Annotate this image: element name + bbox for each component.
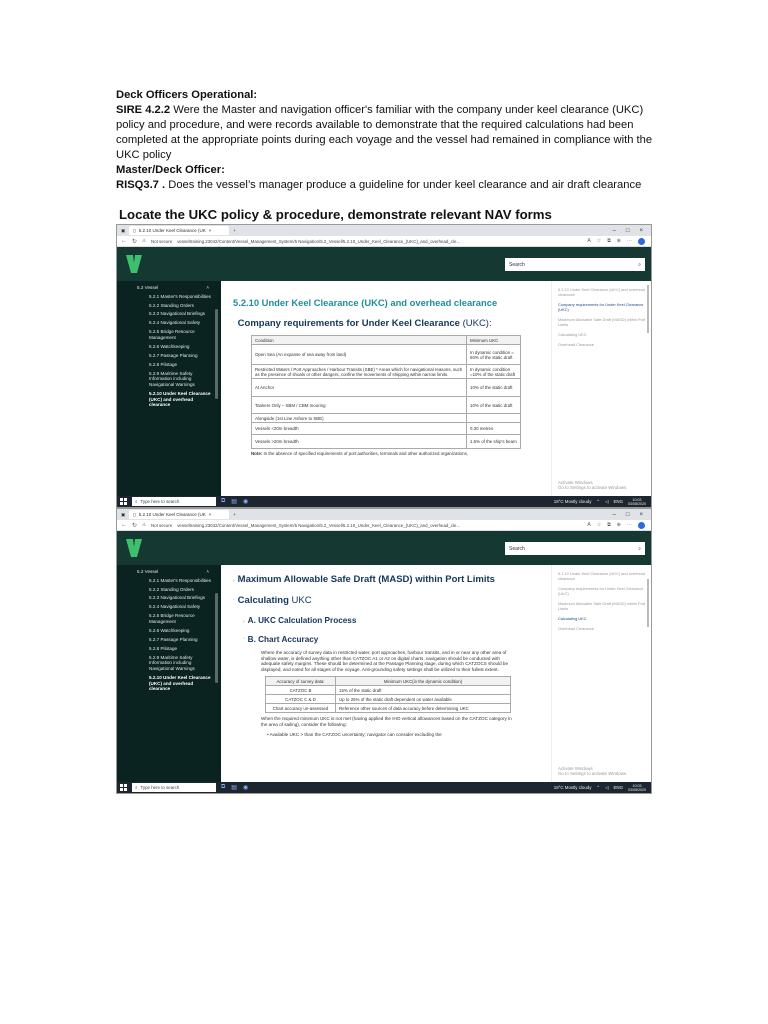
bullet-text: Available UKC > than the CATZOC uncertainty; navigator can consider excluding the bbox=[269, 731, 442, 737]
system-tray bbox=[554, 784, 651, 792]
note-text: In the absence of specified requirements of port authorities, terminals and other authorized organizations, bbox=[262, 451, 468, 456]
sidebar-item-bridge-resource-management[interactable]: 5.2.5 Bridge Resource Management bbox=[149, 613, 195, 624]
task-view-icon[interactable]: ⧉ bbox=[221, 784, 226, 790]
browser-tab[interactable] bbox=[129, 226, 229, 235]
table-cell bbox=[467, 414, 521, 423]
profile-avatar[interactable] bbox=[638, 522, 645, 529]
calc-ukc: UKC bbox=[291, 595, 312, 606]
sidebar-item-bridge-resource-management[interactable]: 5.2.5 Bridge Resource Management bbox=[149, 329, 195, 340]
search-icon[interactable]: ⌕ bbox=[638, 545, 641, 552]
table-cell: 15% of the static draft bbox=[336, 686, 511, 695]
table-cell: In dynamic condition = 50% of the static draft bbox=[467, 345, 521, 365]
sidebar-item-masters-responsibilities[interactable]: 5.2.1 Master's Responsibilities bbox=[149, 293, 211, 299]
screenshot-ukc-table bbox=[116, 224, 652, 508]
table-header-cell: Condition bbox=[252, 336, 467, 345]
extensions-icon[interactable]: ⊕ bbox=[616, 237, 621, 244]
tab-actions-icon[interactable]: ▣ bbox=[121, 227, 126, 233]
section-heading-text: Company requirements for Under Keel Clearance bbox=[237, 318, 460, 329]
tab-title: 5.2.10 Under Keel Clearance (UK bbox=[138, 228, 206, 233]
windows-start-icon[interactable] bbox=[120, 498, 127, 505]
not-secure-label: Not secure bbox=[150, 238, 173, 244]
volume-icon[interactable]: ◁ bbox=[605, 784, 609, 790]
table-row bbox=[252, 414, 521, 423]
table-cell: 10% of the static draft bbox=[467, 379, 521, 397]
address-bar bbox=[117, 520, 651, 531]
task-view-icon[interactable]: ⧉ bbox=[221, 498, 226, 504]
section-heading-calculating-ukc bbox=[233, 595, 539, 606]
tab-close-icon[interactable]: × bbox=[208, 512, 212, 517]
table-cell: Alongside (1st Line Ashore to SBE) bbox=[252, 414, 467, 423]
activate-windows-watermark bbox=[558, 480, 627, 490]
extensions-icon[interactable]: ⊕ bbox=[616, 521, 621, 528]
master-heading: Master/Deck Officer: bbox=[116, 164, 225, 176]
table-cell: Reference other sources of data accuracy before determining UKC bbox=[336, 704, 511, 713]
section-heading-masd bbox=[233, 574, 539, 585]
sidebar-item-watchkeeping[interactable]: 5.2.6 Watchkeeping bbox=[149, 343, 190, 349]
caret-icon: › bbox=[243, 619, 245, 625]
content-area bbox=[117, 565, 651, 782]
taskbar-search[interactable] bbox=[132, 497, 216, 506]
browser-tab[interactable] bbox=[129, 510, 229, 519]
activate-windows-watermark bbox=[558, 766, 627, 776]
language-indicator[interactable]: ENG bbox=[613, 499, 623, 504]
edge-browser-icon[interactable]: ◉ bbox=[242, 785, 249, 791]
table-row bbox=[266, 686, 511, 695]
activate-subtitle: Go to Settings to activate Windows. bbox=[558, 484, 628, 490]
subsection-chart-accuracy[interactable] bbox=[243, 635, 539, 644]
browser-tab-bar bbox=[117, 509, 651, 520]
taskbar-apps bbox=[221, 784, 248, 791]
read-aloud-icon[interactable]: A bbox=[587, 237, 591, 244]
table-cell: Restricted Waters / Port Approaches / Harbour Transits (SBE) * Areas which for navigational reasons, such as the presence of shoals or other dangers, confine the movements of shipping within narrow limits. bbox=[252, 365, 467, 379]
table-header-row bbox=[266, 677, 511, 686]
profile-avatar[interactable] bbox=[638, 238, 645, 245]
clock[interactable] bbox=[628, 784, 646, 792]
table-cell: Vessels >20m breadth bbox=[252, 435, 467, 449]
table-cell: CATZOC B bbox=[266, 686, 336, 695]
sidebar-scrollbar[interactable] bbox=[215, 593, 218, 683]
minimize-button[interactable]: – bbox=[612, 227, 616, 234]
page-title: 5.2.10 Under Keel Clearance (UKC) and overhead clearance bbox=[233, 297, 498, 308]
taskbar-search[interactable] bbox=[132, 783, 216, 792]
deck-officers-heading: Deck Officers Operational: bbox=[116, 89, 258, 101]
chevron-up-icon: ˄ bbox=[206, 569, 209, 574]
weather-status[interactable]: 18°C Mostly cloudy bbox=[553, 499, 592, 504]
caret-icon: ˇ bbox=[233, 322, 235, 328]
network-icon[interactable]: ⌃ bbox=[596, 498, 601, 504]
page-icon: ▯ bbox=[133, 511, 136, 517]
taskbar-search-label: Type here to search bbox=[140, 499, 180, 504]
new-tab-button[interactable]: + bbox=[233, 512, 236, 517]
read-aloud-icon[interactable]: A bbox=[587, 521, 591, 528]
search-placeholder: Search bbox=[509, 545, 525, 552]
close-window-button[interactable]: × bbox=[639, 227, 643, 234]
weather-status[interactable]: 18°C Mostly cloudy bbox=[553, 785, 592, 790]
taskbar-search-label: Type here to search bbox=[140, 785, 180, 790]
sire-code: SIRE 4.2.2 bbox=[116, 104, 171, 116]
sidebar-item-navigational-safety[interactable]: 5.2.4 Navigational Safety bbox=[149, 604, 201, 610]
volume-icon[interactable]: ◁ bbox=[605, 498, 609, 504]
back-icon[interactable]: ← bbox=[121, 238, 127, 244]
chevron-up-icon: ˄ bbox=[206, 285, 209, 290]
search-icon[interactable]: ⌕ bbox=[638, 261, 641, 268]
browser-toolbar-icons bbox=[587, 522, 651, 529]
reload-icon[interactable]: ↻ bbox=[132, 522, 138, 529]
document-text bbox=[116, 88, 656, 193]
windows-taskbar bbox=[117, 496, 651, 507]
sidebar-item-under-keel-clearance[interactable]: 5.2.10 Under Keel Clearance (UKC) and overhead clearance bbox=[149, 390, 211, 408]
clock-date: 03/08/2020 bbox=[628, 787, 646, 792]
warning-icon[interactable]: ⚠ bbox=[142, 238, 146, 243]
address-bar bbox=[117, 236, 651, 247]
warning-icon[interactable]: ⚠ bbox=[142, 522, 146, 527]
subsection-b-title: B. Chart Accuracy bbox=[247, 635, 319, 644]
right-nav-item-masd[interactable]: Maximum Allowable Safe Draft (MASD) within Port Limits bbox=[558, 601, 646, 611]
search-icon: ⌕ bbox=[135, 499, 138, 504]
not-secure-label: Not secure bbox=[150, 522, 173, 528]
right-nav-item-calculating-ukc[interactable]: Calculating UKC bbox=[558, 332, 587, 337]
search-placeholder: Search bbox=[509, 261, 525, 268]
table-row bbox=[266, 704, 511, 713]
on-page-navigation bbox=[551, 565, 651, 782]
right-nav-item-masd[interactable]: Maximum Allowable Safe Draft (MASD) within Port Limits bbox=[558, 317, 646, 327]
menu-icon[interactable]: ⋯ bbox=[627, 521, 632, 528]
sidebar-item-passage-planning[interactable]: 5.2.7 Passage Planning bbox=[149, 636, 198, 642]
sidebar-item-maritime-safety[interactable]: 5.2.9 Maritime Safety Information including Navigational Warnings bbox=[149, 370, 195, 387]
reload-icon[interactable]: ↻ bbox=[132, 238, 138, 245]
table-cell: 1.5% of the ship's beam bbox=[467, 435, 521, 449]
right-nav-item-overhead-clearance[interactable]: Overhead Clearance bbox=[558, 342, 594, 347]
company-logo bbox=[125, 254, 143, 274]
sidebar-item-standing-orders[interactable]: 5.2.2 Standing Orders bbox=[149, 586, 194, 592]
note-label: Note: bbox=[251, 451, 263, 456]
sire-text: Were the Master and navigation officer's familiar with the company under keel clearance (UKC) policy and procedure, and were records available to demonstrate that the required calculations had been completed at the appropriate points during each voyage and the vessel had remained in compliance with the UKC policy bbox=[116, 104, 653, 161]
sidebar-item-pilotage[interactable]: 5.2.8 Pilotage bbox=[149, 361, 178, 367]
windows-taskbar bbox=[117, 782, 651, 793]
system-tray bbox=[554, 498, 651, 506]
sidebar-item-maritime-safety[interactable]: 5.2.9 Maritime Safety Information including Navigational Warnings bbox=[149, 654, 195, 671]
screenshot-heading: Locate the UKC policy & procedure, demonstrate relevant NAV forms bbox=[119, 207, 552, 222]
network-icon[interactable]: ⌃ bbox=[596, 784, 601, 790]
tab-title: 5.2.10 Under Keel Clearance (UK bbox=[138, 512, 206, 517]
sidebar-scrollbar[interactable] bbox=[215, 309, 218, 399]
ukc-requirements-table bbox=[251, 335, 521, 449]
clock[interactable] bbox=[628, 498, 646, 506]
table-note bbox=[251, 451, 539, 456]
page-icon: ▯ bbox=[133, 227, 136, 233]
right-nav-item-company-requirements[interactable]: Company requirements for Under Keel Clearance (UKC) bbox=[558, 586, 644, 596]
sidebar-section-label: 5.2 Vessel bbox=[137, 569, 159, 574]
sidebar-section-label: 5.2 Vessel bbox=[137, 285, 159, 290]
activate-subtitle: Go to Settings to activate Windows. bbox=[558, 770, 628, 776]
table-cell: 10% of the static draft bbox=[467, 397, 521, 414]
maximize-button[interactable]: □ bbox=[625, 511, 630, 518]
new-tab-button[interactable]: + bbox=[233, 228, 236, 233]
table-row bbox=[252, 365, 521, 379]
on-page-navigation bbox=[551, 281, 651, 496]
masd-title: Maximum Allowable Safe Draft (MASD) within Port Limits bbox=[237, 574, 495, 585]
sidebar-item-navigational-safety[interactable]: 5.2.4 Navigational Safety bbox=[149, 320, 201, 326]
chart-accuracy-paragraph: Where the accuracy of survey data in restricted water, port approaches, harbour transits, and in or near any other area of shallow water, is defined anything other than CATZOC A1 or A2 on digital charts, navigation should be conducted with adequate safety margins. These should be determined at the Passage Planning stage, during which CATZOCS should be displayed, and noted for all stages of the voyage. Anti-grounding safety settings shall be utilized to their fullest extent. bbox=[261, 650, 509, 672]
table-header-row bbox=[252, 336, 521, 345]
collections-icon[interactable]: ⧉ bbox=[607, 237, 611, 244]
app-header bbox=[117, 247, 651, 281]
calc-title: Calculating bbox=[237, 595, 289, 606]
table-row bbox=[252, 345, 521, 365]
subsection-ukc-calculation-process[interactable] bbox=[243, 616, 539, 625]
table-cell: CATZOC C & D bbox=[266, 695, 336, 704]
screenshot-calculating-ukc bbox=[116, 508, 652, 794]
sidebar-item-watchkeeping[interactable]: 5.2.6 Watchkeeping bbox=[149, 627, 190, 633]
clock-date: 03/08/2020 bbox=[628, 501, 646, 506]
table-cell: At Anchor bbox=[252, 379, 467, 397]
tab-actions-icon[interactable]: ▣ bbox=[121, 511, 126, 517]
favorite-icon[interactable]: ☆ bbox=[596, 237, 602, 244]
collections-icon[interactable]: ⧉ bbox=[607, 521, 611, 528]
search-icon: ⌕ bbox=[135, 785, 138, 790]
close-window-button[interactable]: × bbox=[639, 511, 643, 518]
browser-tab-bar bbox=[117, 225, 651, 236]
windows-start-icon[interactable] bbox=[120, 784, 127, 791]
table-cell: Vessels <20m breadth bbox=[252, 423, 467, 435]
table-cell: Up to 25% of the static draft dependent on water available bbox=[336, 695, 511, 704]
table-header-cell: Accuracy of survey data: bbox=[266, 677, 336, 686]
sidebar-item-under-keel-clearance[interactable]: 5.2.10 Under Keel Clearance (UKC) and overhead clearance bbox=[149, 674, 211, 692]
sidebar bbox=[117, 281, 221, 496]
table-cell: Open Sea (An expanse of sea away from land) bbox=[252, 345, 467, 365]
back-icon[interactable]: ← bbox=[121, 522, 127, 528]
table-row bbox=[252, 435, 521, 449]
right-nav-item-title[interactable]: 5.2.10 Under Keel Clearance (UKC) and overhead clearance bbox=[558, 287, 645, 297]
table-row bbox=[252, 379, 521, 397]
section-heading-company-requirements bbox=[233, 318, 539, 329]
sire-paragraph bbox=[116, 103, 656, 163]
minimum-ukc-paragraph: When the required minimum UKC is not met (having applied the IHO vertical allowances based on the CATZOC category in the area of sailing), consider the following: bbox=[261, 716, 512, 727]
company-logo bbox=[125, 538, 143, 558]
right-scrollbar[interactable] bbox=[647, 579, 649, 627]
right-scrollbar[interactable] bbox=[647, 285, 649, 333]
table-row bbox=[252, 397, 521, 414]
favorite-icon[interactable]: ☆ bbox=[596, 521, 602, 528]
table-header-cell: Minimum UKC(in the dynamic condition) bbox=[336, 677, 511, 686]
sidebar-section[interactable] bbox=[117, 285, 221, 291]
tab-close-icon[interactable]: × bbox=[208, 228, 212, 233]
section-heading-ukc: (UKC): bbox=[462, 318, 492, 329]
browser-toolbar-icons bbox=[587, 238, 651, 245]
search-input[interactable] bbox=[505, 542, 645, 555]
edge-browser-icon[interactable]: ◉ bbox=[242, 499, 249, 505]
sidebar bbox=[117, 565, 221, 782]
table-cell: In dynamic condition =10% of the static draft bbox=[467, 365, 521, 379]
url-field[interactable]: vesseltraining.23042/Content/Vessel_Management_System/5 Navigation/5.2_Vessel/5.2.10_Under_Keel_Clearance_(UKC)_and_overhead_cle... bbox=[177, 522, 461, 528]
menu-icon[interactable]: ⋯ bbox=[627, 237, 632, 244]
window-controls bbox=[613, 512, 651, 518]
sidebar-item-navigational-briefings[interactable]: 5.2.3 Navigational Briefings bbox=[149, 311, 205, 317]
file-explorer-icon[interactable]: ▤ bbox=[231, 785, 237, 791]
search-input[interactable] bbox=[505, 258, 645, 271]
maximize-button[interactable]: □ bbox=[625, 227, 630, 234]
minimize-button[interactable]: – bbox=[612, 511, 616, 518]
right-nav-item-company-requirements[interactable]: Company requirements for Under Keel Clearance (UKC) bbox=[558, 302, 644, 312]
table-cell: Chart accuracy un-assessed bbox=[266, 704, 336, 713]
window-controls bbox=[613, 228, 651, 234]
table-header-cell: Minimum UKC bbox=[467, 336, 521, 345]
taskbar-apps bbox=[221, 498, 248, 505]
sidebar-item-navigational-briefings[interactable]: 5.2.3 Navigational Briefings bbox=[149, 595, 205, 601]
activate-title: Activate Windows bbox=[558, 479, 593, 485]
sidebar-section[interactable] bbox=[117, 569, 221, 575]
right-nav-item-overhead-clearance[interactable]: Overhead Clearance bbox=[558, 626, 594, 631]
table-cell: 0.30 metres bbox=[467, 423, 521, 435]
caret-icon: › bbox=[233, 578, 235, 584]
sidebar-item-passage-planning[interactable]: 5.2.7 Passage Planning bbox=[149, 352, 198, 358]
app-header bbox=[117, 531, 651, 565]
survey-accuracy-table bbox=[265, 676, 511, 713]
sidebar-item-pilotage[interactable]: 5.2.8 Pilotage bbox=[149, 645, 178, 651]
activate-title: Activate Windows bbox=[558, 765, 593, 771]
clock-time: 10:03 bbox=[632, 497, 642, 502]
caret-icon: ˇ bbox=[233, 599, 235, 605]
right-nav-item-calculating-ukc[interactable]: Calculating UKC bbox=[558, 616, 587, 621]
url-field[interactable]: vesseltraining.23042/Content/Vessel_Management_System/5 Navigation/5.2_Vessel/5.2.10_Under_Keel_Clearance_(UKC)_and_overhead_cle... bbox=[177, 238, 461, 244]
content-area bbox=[117, 281, 651, 496]
main-content bbox=[221, 281, 551, 496]
language-indicator[interactable]: ENG bbox=[613, 785, 623, 790]
sidebar-item-masters-responsibilities[interactable]: 5.2.1 Master's Responsibilities bbox=[149, 577, 211, 583]
file-explorer-icon[interactable]: ▤ bbox=[231, 499, 237, 505]
clock-time: 10:03 bbox=[632, 783, 642, 788]
list-item: • Available UKC > than the CATZOC uncertainty; navigator can consider excluding the bbox=[267, 731, 442, 737]
table-row bbox=[266, 695, 511, 704]
right-nav-item-title[interactable]: 5.2.10 Under Keel Clearance (UKC) and overhead clearance bbox=[558, 571, 645, 581]
sidebar-item-standing-orders[interactable]: 5.2.2 Standing Orders bbox=[149, 302, 194, 308]
subsection-a-title: A. UKC Calculation Process bbox=[247, 616, 357, 625]
risq-code: RISQ3.7 . bbox=[116, 179, 166, 191]
risq-paragraph bbox=[116, 178, 656, 193]
table-cell: Tankers Only – SBM / CBM mooring bbox=[252, 397, 467, 414]
main-content bbox=[221, 565, 551, 782]
table-row bbox=[252, 423, 521, 435]
risq-text: Does the vessel’s manager produce a guideline for under keel clearance and air draft clearance bbox=[165, 179, 642, 191]
caret-icon: ˇ bbox=[243, 638, 245, 644]
